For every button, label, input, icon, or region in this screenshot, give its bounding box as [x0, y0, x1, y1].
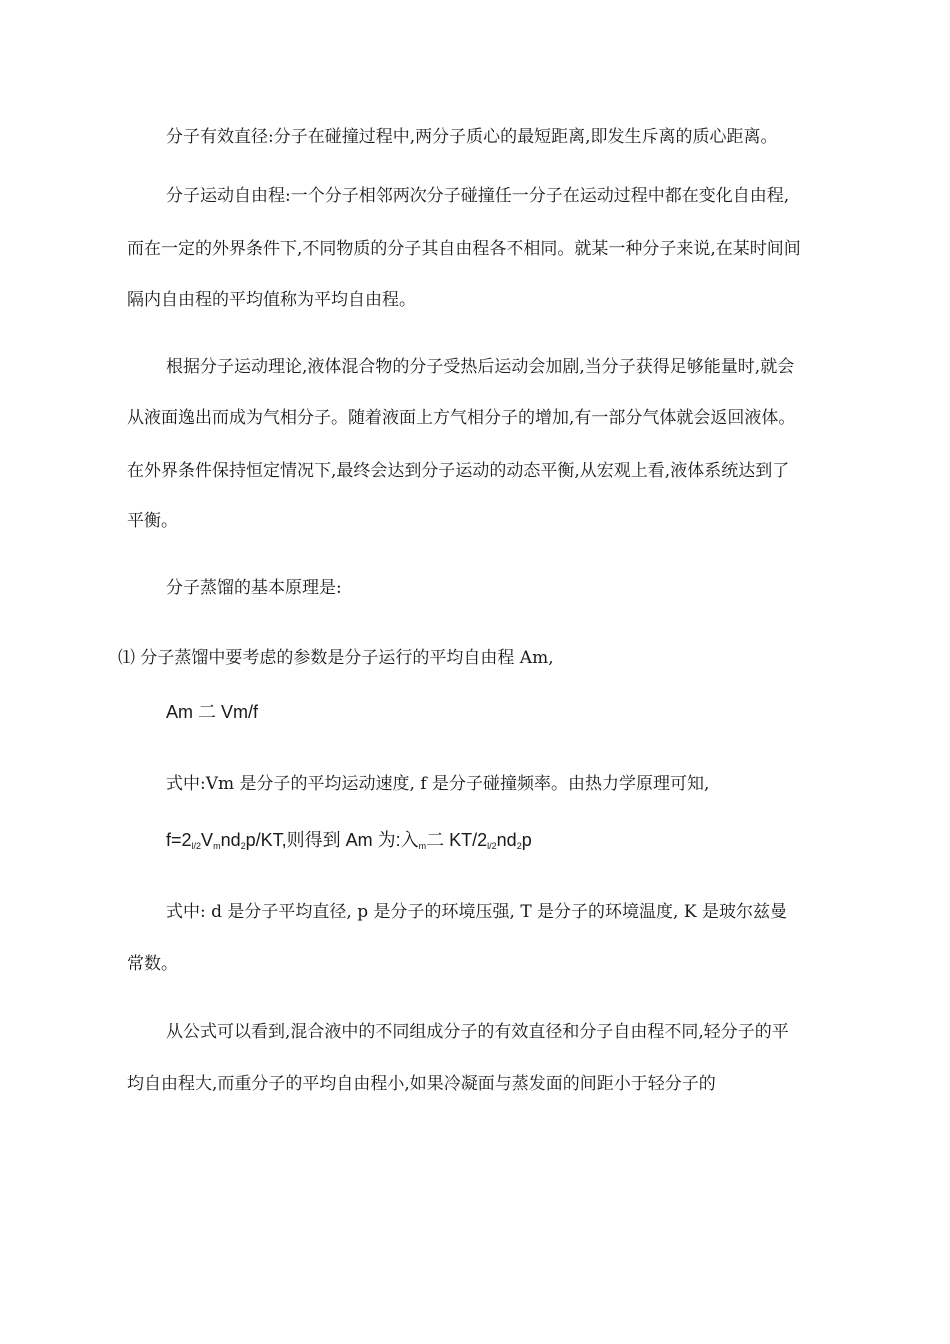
formula-mean-free-path: Am 二 Vm/f [166, 702, 259, 722]
formula-part: nd [496, 830, 517, 850]
formula-subscript: l/2 [191, 841, 202, 851]
formula-subscript: m [418, 841, 427, 851]
formula-part: p/KT,则得到 Am 为:入 [245, 830, 419, 850]
formula-part: V [201, 830, 214, 850]
paragraph-theory-line4: 平衡。 [127, 511, 178, 531]
paragraph-where-d-line1: 式中: d 是分子平均直径, p 是分子的环境压强, T 是分子的环境温度, K 是玻尔兹曼 [166, 902, 787, 922]
formula-collision-frequency [166, 829, 532, 854]
paragraph-conclusion-line2: 均自由程大,而重分子的平均自由程小,如果冷凝面与蒸发面的间距小于轻分子的 [127, 1074, 716, 1094]
formula-subscript: 2 [240, 841, 246, 851]
paragraph-free-path-line3: 隔内自由程的平均值称为平均自由程。 [127, 290, 416, 310]
formula-part: nd [220, 830, 241, 850]
formula-part: p [521, 830, 532, 850]
paragraph-principle-heading: 分子蒸馏的基本原理是: [166, 578, 342, 598]
formula-part: f=2 [166, 830, 192, 850]
formula-subscript: l/2 [487, 841, 497, 851]
formula-part: 二 KT/2 [426, 830, 488, 850]
formula-subscript: m [213, 841, 221, 851]
formula-subscript: 2 [516, 841, 522, 851]
paragraph-free-path-line2: 而在一定的外界条件下,不同物质的分子其自由程各不相同。就某一种分子来说,在某时间间 [127, 239, 801, 259]
paragraph-theory-line2: 从液面逸出而成为气相分子。随着液面上方气相分子的增加,有一部分气体就会返回液体。 [127, 408, 796, 428]
paragraph-theory-line1: 根据分子运动理论,液体混合物的分子受热后运动会加剧,当分子获得足够能量时,就会 [166, 357, 795, 377]
paragraph-where-vm: 式中:Vm 是分子的平均运动速度, f 是分子碰撞频率。由热力学原理可知, [166, 774, 710, 794]
paragraph-theory-line3: 在外界条件保持恒定情况下,最终会达到分子运动的动态平衡,从宏观上看,液体系统达到了 [127, 461, 790, 481]
list-item-1: ⑴ 分子蒸馏中要考虑的参数是分子运行的平均自由程 Am, [118, 648, 554, 668]
paragraph-where-d-line2: 常数。 [127, 954, 178, 974]
paragraph-free-path-line1: 分子运动自由程:一个分子相邻两次分子碰撞任一分子在运动过程中都在变化自由程, [166, 186, 790, 206]
paragraph-effective-diameter: 分子有效直径:分子在碰撞过程中,两分子质心的最短距离,即发生斥离的质心距离。 [166, 127, 778, 147]
paragraph-conclusion-line1: 从公式可以看到,混合液中的不同组成分子的有效直径和分子自由程不同,轻分子的平 [166, 1022, 789, 1042]
